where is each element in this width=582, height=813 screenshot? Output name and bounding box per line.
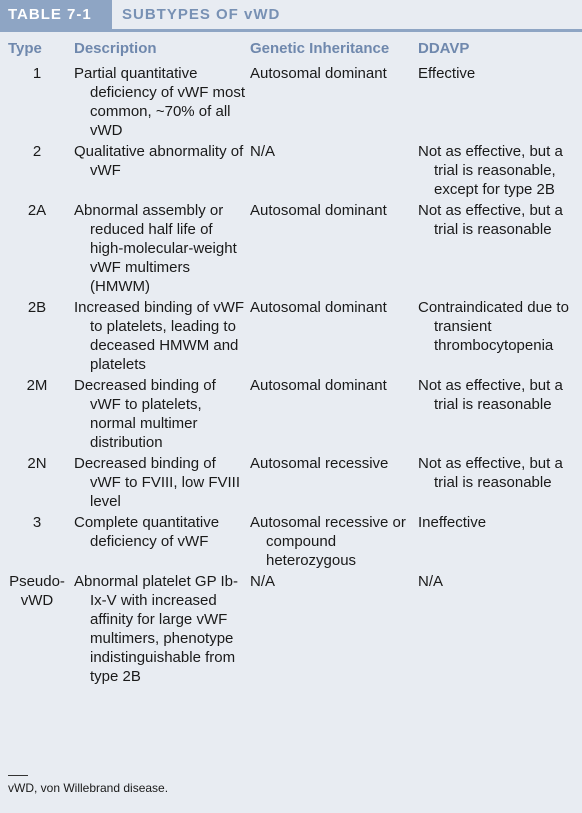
column-headers	[0, 39, 582, 64]
cell-type: 2M	[26, 377, 48, 394]
cell-type: Pseudo-vWD	[9, 573, 65, 609]
cell-type: 2N	[27, 455, 47, 472]
cell-description: Qualitative abnormality of vWF	[74, 143, 244, 179]
cell-genetic: Autosomal recessive or compound heterozygous	[250, 514, 406, 569]
cell-ddavp: Effective	[418, 65, 476, 82]
cell-description: Abnormal assembly or reduced half life of high-molecular-weight vWF multimers (HMWM)	[74, 202, 237, 295]
cell-description: Complete quantitative deficiency of vWF	[74, 514, 220, 550]
cell-description: Abnormal platelet GP Ib-Ix-V with increased affinity for large vWF multimers, phenotype indistinguishable from type 2B	[74, 573, 238, 685]
table-title: SUBTYPES OF vWD	[122, 6, 281, 23]
table-row	[0, 454, 582, 513]
cell-genetic: Autosomal dominant	[250, 202, 387, 219]
table-row	[0, 298, 582, 376]
cell-ddavp: Not as effective, but a trial is reasonable, except for type 2B	[418, 143, 563, 198]
cell-ddavp: Contraindicated due to transient thrombocytopenia	[418, 299, 569, 354]
footnote-rule	[8, 775, 28, 776]
cell-description: Increased binding of vWF to platelets, leading to deceased HMWM and platelets	[74, 299, 245, 373]
cell-ddavp: Not as effective, but a trial is reasonable	[418, 455, 563, 491]
header-divider	[0, 29, 582, 32]
cell-type: 3	[32, 514, 42, 531]
cell-type: 2	[32, 143, 42, 160]
cell-genetic: N/A	[250, 573, 276, 590]
cell-genetic: Autosomal dominant	[250, 65, 387, 82]
cell-type: 2B	[27, 299, 47, 316]
table-row	[0, 64, 582, 142]
header-genetic-inheritance: Genetic Inheritance	[250, 40, 390, 57]
table-row	[0, 513, 582, 572]
cell-ddavp: Ineffective	[418, 514, 487, 531]
subtypes-table	[0, 39, 582, 688]
cell-ddavp: Not as effective, but a trial is reasonable	[418, 377, 563, 413]
table-header-bar	[0, 0, 582, 29]
header-ddavp: DDAVP	[418, 40, 470, 57]
cell-genetic: Autosomal dominant	[250, 377, 387, 394]
cell-ddavp: N/A	[418, 573, 444, 590]
cell-type: 1	[32, 65, 42, 82]
table-row	[0, 142, 582, 201]
footnote: vWD, von Willebrand disease.	[8, 781, 169, 795]
cell-ddavp: Not as effective, but a trial is reasonable	[418, 202, 563, 238]
table-row	[0, 376, 582, 454]
header-type: Type	[8, 40, 42, 57]
header-description: Description	[74, 40, 157, 57]
cell-type: 2A	[27, 202, 47, 219]
cell-description: Partial quantitative deficiency of vWF most common, ~70% of all vWD	[74, 65, 246, 139]
table-number-label: TABLE 7-1	[0, 0, 112, 29]
cell-description: Decreased binding of vWF to FVIII, low FVIII level	[74, 455, 241, 510]
cell-genetic: N/A	[250, 143, 276, 160]
cell-genetic: Autosomal recessive	[250, 455, 389, 472]
table-row	[0, 201, 582, 298]
table-row	[0, 572, 582, 688]
cell-genetic: Autosomal dominant	[250, 299, 387, 316]
cell-description: Decreased binding of vWF to platelets, normal multimer distribution	[74, 377, 216, 451]
